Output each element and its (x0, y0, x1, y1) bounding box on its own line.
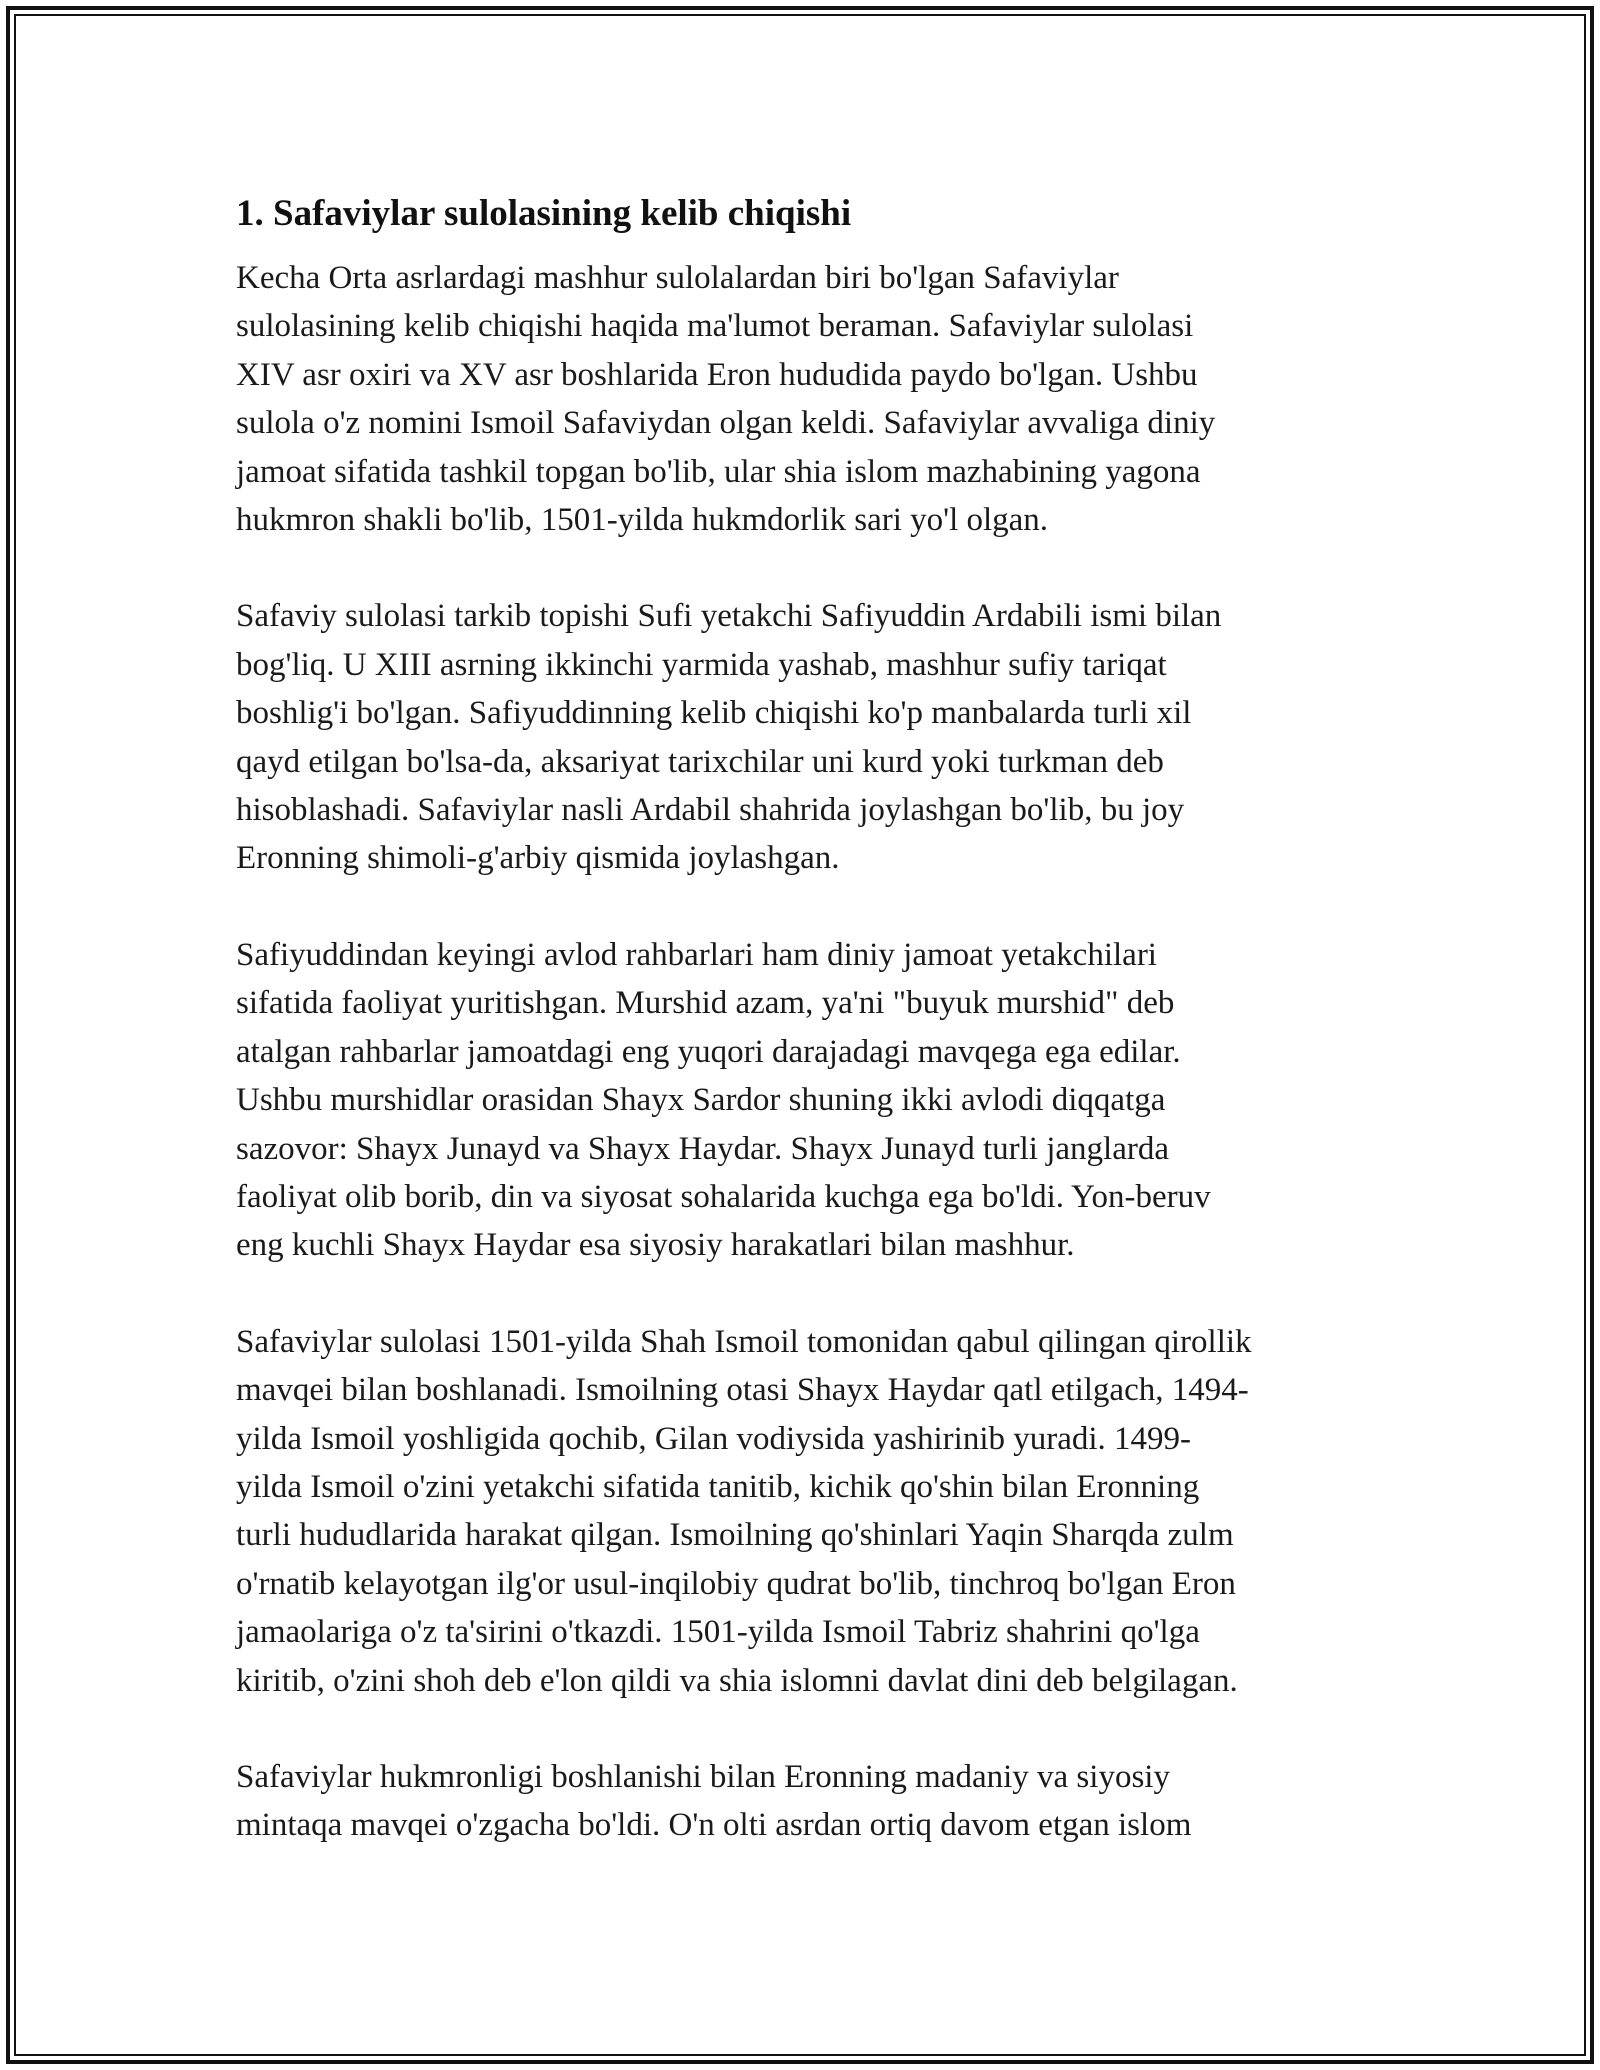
paragraph-list (236, 254, 1366, 1850)
paragraph-line: jamoat sifatida tashkil topgan bo'lib, ular shia islom mazhabining yagona (236, 453, 1201, 490)
paragraph-line: Eronning shimoli-g'arbiy qismida joylashgan. (236, 840, 840, 877)
paragraph-line: o'rnatib kelayotgan ilg'or usul-inqilobiy qudrat bo'lib, tinchroq bo'lgan Eron (236, 1565, 1236, 1602)
paragraph-line: Safaviylar hukmronligi boshlanishi bilan Eronning madaniy va siyosiy (236, 1758, 1170, 1795)
paragraph-line: sazovor: Shayx Junayd va Shayx Haydar. Shayx Junayd turli janglarda (236, 1130, 1169, 1167)
paragraph-line: sifatida faoliyat yuritishgan. Murshid azam, ya'ni "buyuk murshid" deb (236, 985, 1175, 1022)
paragraph-line: eng kuchli Shayx Haydar esa siyosiy harakatlari bilan mashhur. (236, 1227, 1075, 1264)
paragraph-line: Ushbu murshidlar orasidan Shayx Sardor shuning ikki avlodi diqqatga (236, 1082, 1166, 1119)
paragraph-line: hukmron shakli bo'lib, 1501-yilda hukmdorlik sari yo'l olgan. (236, 502, 1049, 539)
paragraph (236, 1753, 1366, 1850)
paragraph-line: mavqei bilan boshlanadi. Ismoilning otasi Shayx Haydar qatl etilgach, 1494- (236, 1372, 1249, 1409)
paragraph (236, 592, 1366, 882)
paragraph-line: qayd etilgan bo'lsa-da, aksariyat tarixchilar uni kurd yoki turkman deb (236, 743, 1164, 780)
paragraph-line: Safaviy sulolasi tarkib topishi Sufi yetakchi Safiyuddin Ardabili ismi bilan (236, 598, 1222, 635)
section-heading: 1. Safaviylar sulolasining kelib chiqishi (236, 193, 852, 234)
paragraph-line: mintaqa mavqei o'zgacha bo'ldi. O'n olti asrdan ortiq davom etgan islom (236, 1807, 1192, 1844)
paragraph-line: Kecha Orta asrlardagi mashhur sulolalardan biri bo'lgan Safaviylar (236, 260, 1119, 296)
paragraph-line: sulolasining kelib chiqishi haqida ma'lumot beraman. Safaviylar sulolasi (236, 308, 1194, 345)
paragraph-line: bog'liq. U XIII asrning ikkinchi yarmida yashab, mashhur sufiy tariqat (236, 646, 1167, 683)
paragraph-line: yilda Ismoil yoshligida qochib, Gilan vodiysida yashirinib yuradi. 1499- (236, 1420, 1192, 1457)
paragraph-line: XIV asr oxiri va XV asr boshlarida Eron hududida paydo bo'lgan. Ushbu (236, 356, 1198, 393)
paragraph-line: faoliyat olib borib, din va siyosat sohalarida kuchga ega bo'ldi. Yon-beruv (236, 1178, 1211, 1215)
paragraph-line: turli hududlarida harakat qilgan. Ismoilning qo'shinlari Yaqin Sharqda zulm (236, 1517, 1234, 1554)
paragraph (236, 254, 1366, 544)
paragraph-line: atalgan rahbarlar jamoatdagi eng yuqori darajadagi mavqega ega edilar. (236, 1033, 1181, 1070)
paragraph-line: boshlig'i bo'lgan. Safiyuddinning kelib chiqishi ko'p manbalarda turli xil (236, 695, 1192, 732)
paragraph-line: hisoblashadi. Safaviylar nasli Ardabil shahrida joylashgan bo'lib, bu joy (236, 792, 1185, 829)
paragraph-line: jamaolariga o'z ta'sirini o'tkazdi. 1501-yilda Ismoil Tabriz shahrini qo'lga (236, 1614, 1200, 1651)
paragraph-line: Safaviylar sulolasi 1501-yilda Shah Ismoil tomonidan qabul qilingan qirollik (236, 1323, 1252, 1360)
document-body (236, 186, 1366, 1898)
paragraph (236, 1318, 1366, 1705)
paragraph-line: yilda Ismoil o'zini yetakchi sifatida tanitib, kichik qo'shin bilan Eronning (236, 1468, 1200, 1505)
paragraph-line: kiritib, o'zini shoh deb e'lon qildi va shia islomni davlat dini deb belgilagan. (236, 1662, 1238, 1699)
paragraph (236, 931, 1366, 1270)
paragraph-line: sulola o'z nomini Ismoil Safaviydan olgan keldi. Safaviylar avvaliga diniy (236, 405, 1216, 442)
paragraph-line: Safiyuddindan keyingi avlod rahbarlari ham diniy jamoat yetakchilari (236, 936, 1157, 973)
